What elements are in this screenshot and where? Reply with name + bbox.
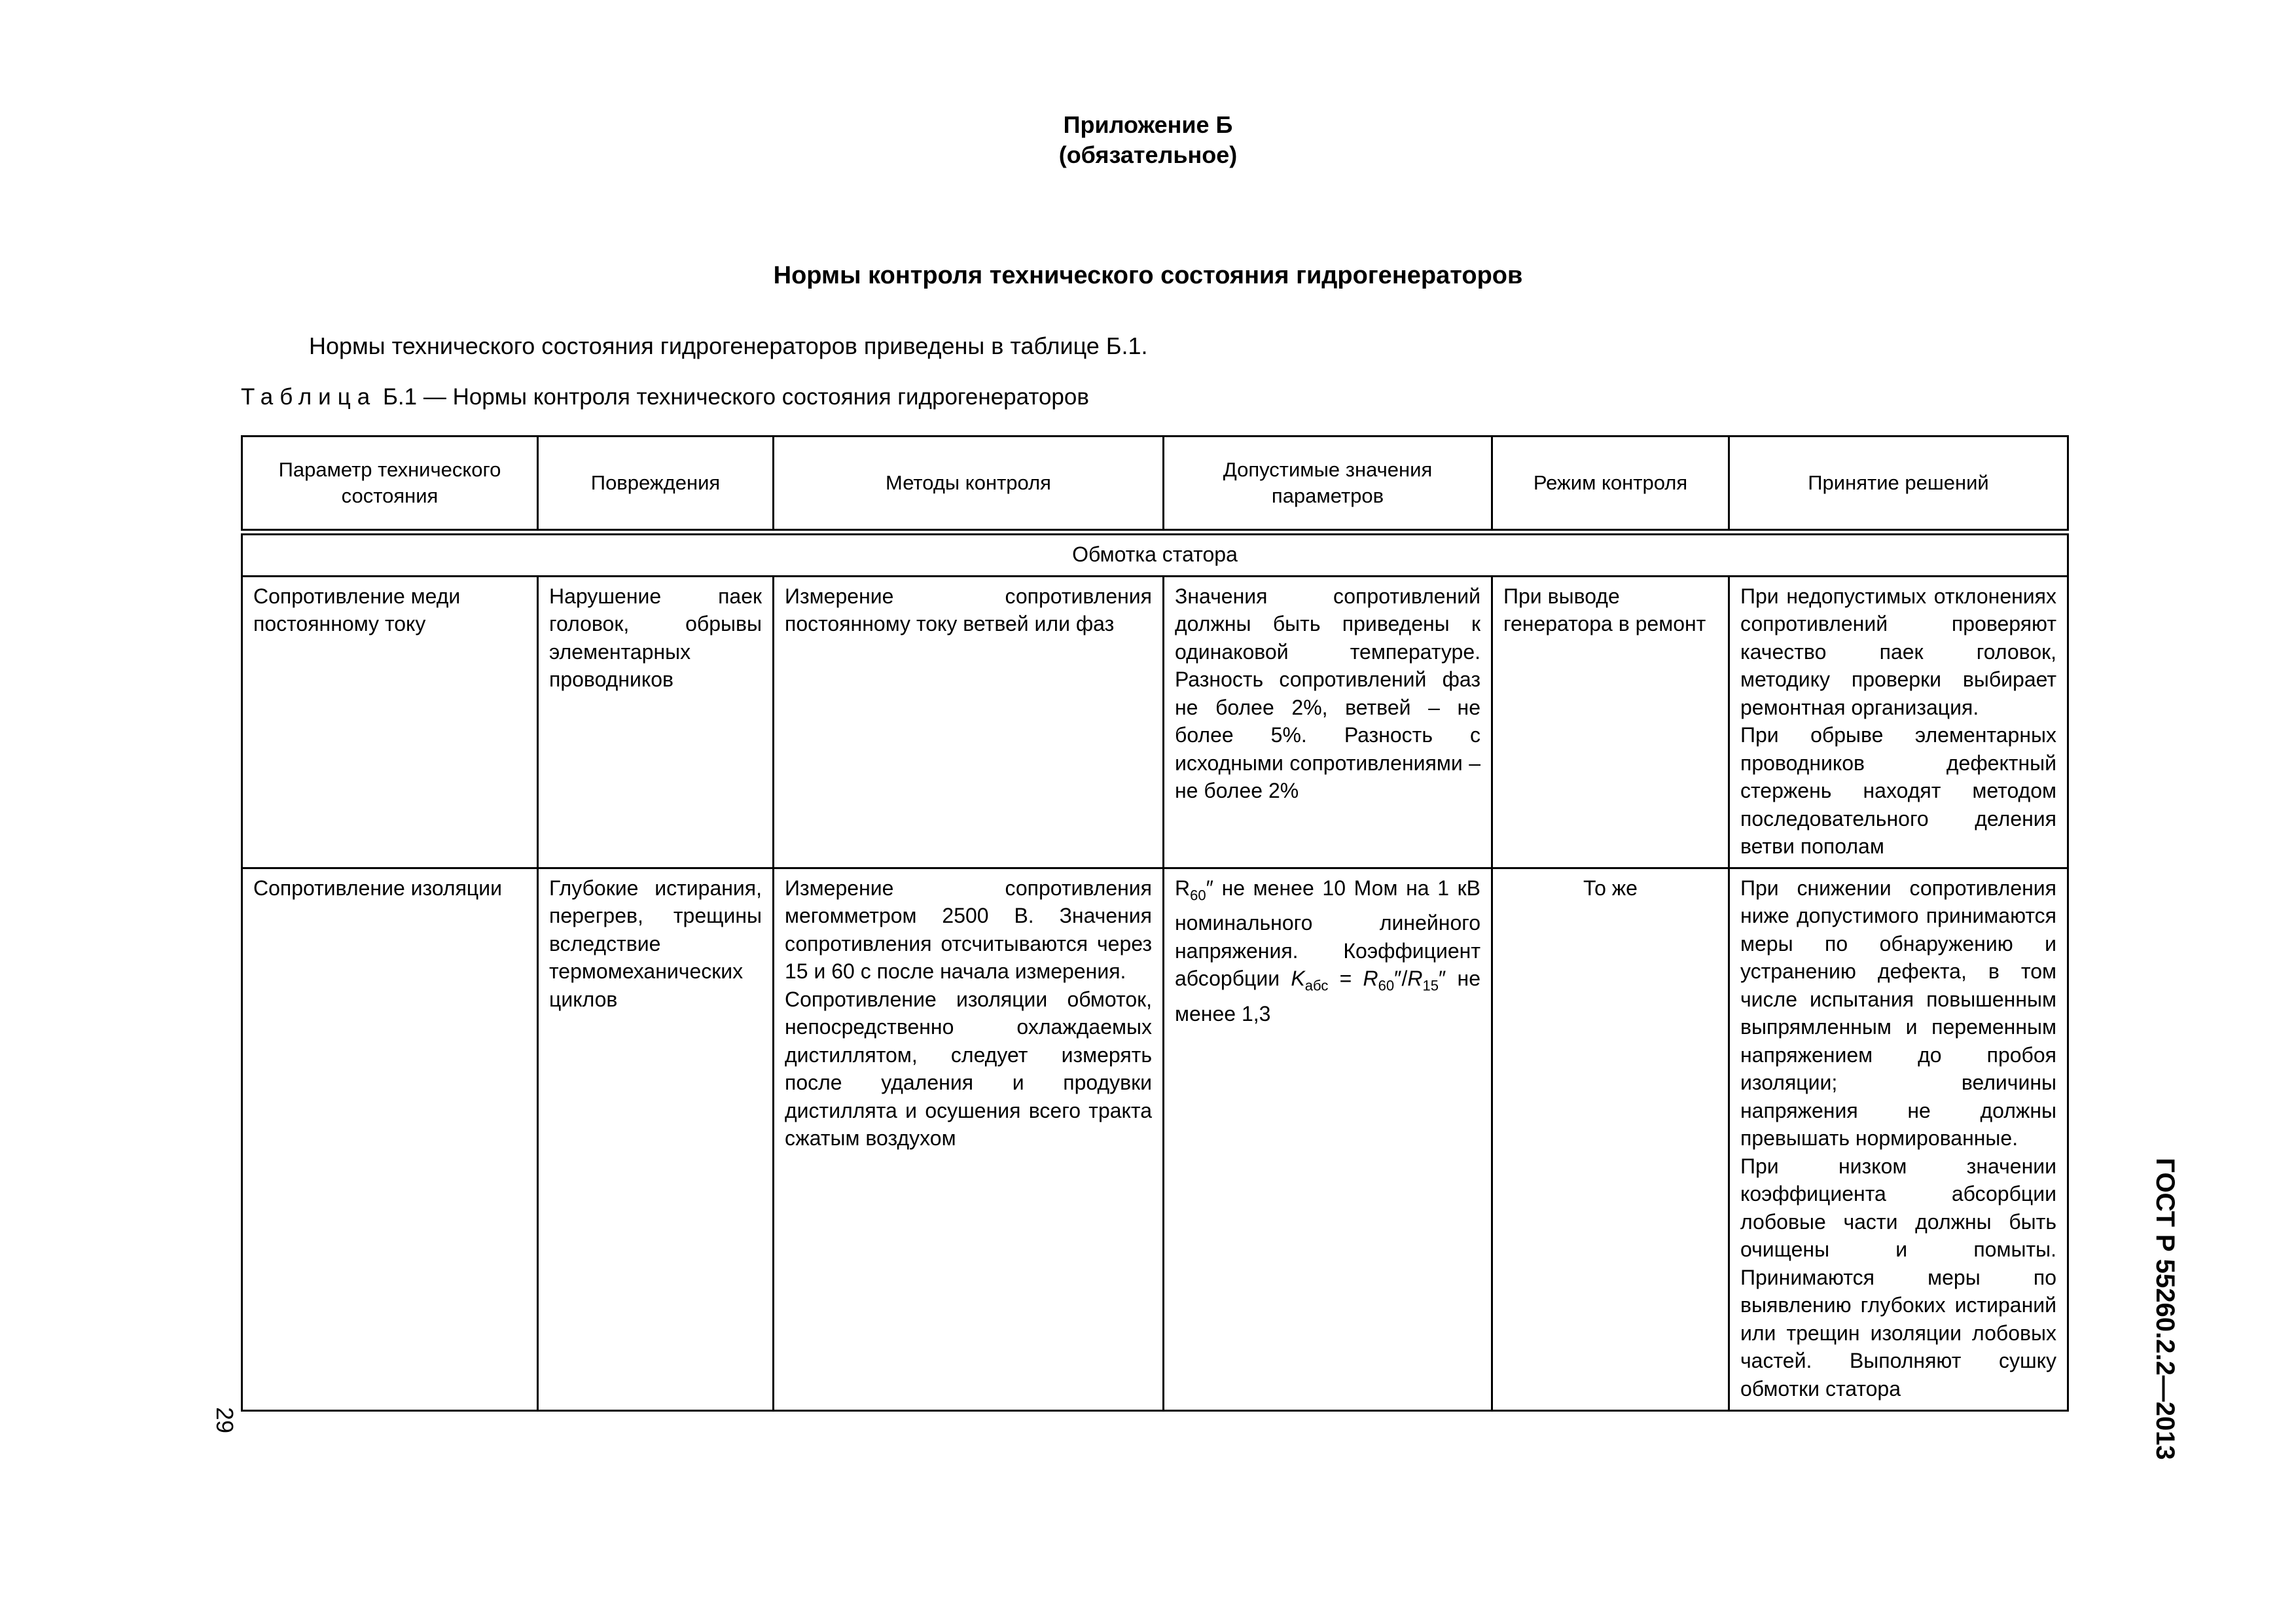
values-text: ″ не менее 1,3: [1175, 967, 1481, 1026]
table-caption: [241, 382, 1089, 412]
decision-paragraph: При недопустимых отклонениях сопротивлений проверяют качество паек головок, методику проверки выбирает ремонтная организация.: [1740, 584, 2056, 719]
formula-k-sub: абс: [1304, 977, 1329, 994]
table-row: [242, 576, 2068, 868]
intro-paragraph: Нормы технического состояния гидрогенераторов приведены в таблице Б.1.: [309, 332, 1148, 359]
page-number: 29: [211, 1406, 238, 1434]
formula-slash: ″/: [1394, 967, 1408, 991]
values-text: ″ не менее 10 Мом на 1 кВ номинального линейного напряжения. Коэффициент абсорбции: [1175, 876, 1480, 991]
formula-r15: R: [1407, 967, 1423, 991]
column-header-method: Методы контроля: [774, 437, 1164, 533]
cell-param: Сопротивление меди постоянному току: [242, 576, 538, 868]
appendix-status: (обязательное): [1058, 141, 1238, 168]
formula-r-sub: 60: [1190, 886, 1206, 903]
appendix-title: [0, 110, 2296, 170]
decision-paragraph: При обрыве элементарных проводников дефектный стержень находят методом последовательного деления ветви пополам: [1740, 723, 2056, 858]
formula-k: K: [1291, 967, 1305, 991]
cell-mode: При выводе генератора в ремонт: [1492, 576, 1729, 868]
method-paragraph: Сопротивление изоляции обмоток, непосредственно охлаждаемых дистиллятом, следует измерять после удаления и продувки дистиллята и осушения всего тракта сжатым воздухом: [785, 987, 1152, 1150]
cell-mode: То же: [1492, 868, 1729, 1410]
column-header-mode: Режим контроля: [1492, 437, 1729, 533]
table-section-row: [242, 532, 2068, 576]
cell-decision: [1729, 576, 2068, 868]
formula-r60: R: [1363, 967, 1378, 991]
table-caption-text: Б.1 — Нормы контроля технического состояния гидрогенераторов: [376, 384, 1089, 410]
decision-paragraph: При низком значении коэффициента абсорбции лобовые части должны быть очищены и помыты. Принимаются меры по выявлению глубоких истираний или трещин изоляции лобовых частей. Выполняют сушку обмотки статора: [1740, 1154, 2056, 1400]
cell-param: Сопротивление изоляции: [242, 868, 538, 1410]
cell-damage: Нарушение паек головок, обрывы элементарных проводников: [538, 576, 774, 868]
document-code: ГОСТ Р 55260.2.2—2013: [2151, 1158, 2179, 1460]
decision-paragraph: При снижении сопротивления ниже допустимого принимаются меры по обнаружению и устранению дефекта, в том числе испытания повышенным выпрямленным и переменным напряжением до пробоя изоляции; величины напряжения не должны превышать нормированные.: [1740, 876, 2056, 1150]
cell-values: [1164, 868, 1492, 1410]
section-label: Обмотка статора: [242, 532, 2068, 576]
formula-r: R: [1175, 876, 1191, 900]
cell-method: Измерение сопротивления постоянному току ветвей или фаз: [774, 576, 1164, 868]
formula-eq: =: [1328, 967, 1363, 991]
formula-r15-sub: 15: [1422, 977, 1439, 994]
table-row: [242, 868, 2068, 1410]
cell-decision: [1729, 868, 2068, 1410]
column-header-damage: Повреждения: [538, 437, 774, 533]
cell-damage: Глубокие истирания, перегрев, трещины вследствие термомеханических циклов: [538, 868, 774, 1410]
table-header-row: [242, 437, 2068, 533]
column-header-decision: Принятие решений: [1729, 437, 2068, 533]
method-paragraph: Измерение сопротивления мегомметром 2500 В. Значения сопротивления отсчитываются через 15 и 60 с после начала измерения.: [785, 876, 1152, 983]
cell-method: [774, 868, 1164, 1410]
norms-table: [241, 435, 2069, 1412]
section-title: Нормы контроля технического состояния гидрогенераторов: [773, 262, 1523, 289]
cell-values: Значения сопротивлений должны быть приведены к одинаковой температуре. Разность сопротивлений фаз не более 2%, ветвей – не более 5%. Разность с исходными сопротивлениями – не более 2%: [1164, 576, 1492, 868]
table-caption-label: Таблица: [241, 384, 377, 410]
column-header-param: Параметр технического состояния: [242, 437, 538, 533]
appendix-label: Приложение Б: [1063, 111, 1233, 138]
formula-r60-sub: 60: [1378, 977, 1395, 994]
column-header-values: Допустимые значения параметров: [1164, 437, 1492, 533]
